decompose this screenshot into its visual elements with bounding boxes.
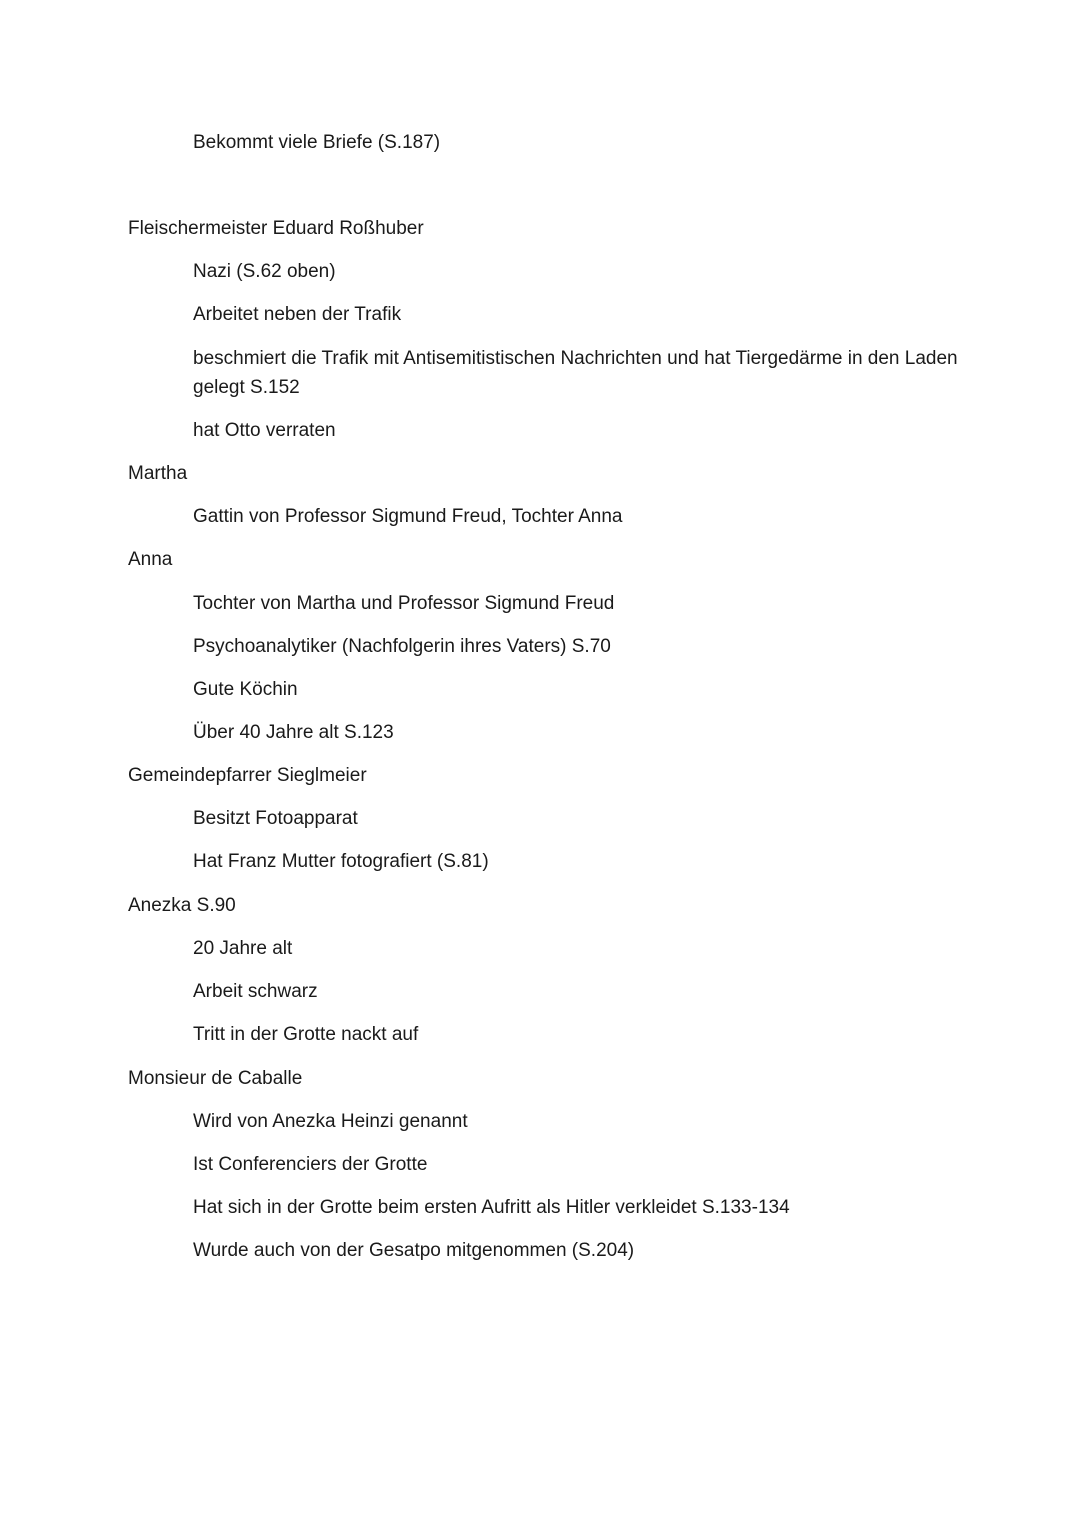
character-detail: beschmiert die Trafik mit Antisemitistischen Nachrichten und hat Tiergedärme in den Laden gelegt S.152 <box>193 348 958 398</box>
character-name-rosshuber: Fleischermeister Eduard Roßhuber <box>128 218 424 239</box>
character-detail: Besitzt Fotoapparat <box>193 808 358 829</box>
character-detail: hat Otto verraten <box>193 420 336 441</box>
character-detail: Gute Köchin <box>193 679 298 700</box>
character-detail: Tochter von Martha und Professor Sigmund Freud <box>193 593 615 614</box>
character-detail: Psychoanalytiker (Nachfolgerin ihres Vaters) S.70 <box>193 636 611 657</box>
character-detail: Ist Conferenciers der Grotte <box>193 1154 428 1175</box>
character-name-sieglmeier: Gemeindepfarrer Sieglmeier <box>128 765 367 786</box>
character-detail: Hat sich in der Grotte beim ersten Aufritt als Hitler verkleidet S.133-134 <box>193 1197 790 1218</box>
character-detail: Hat Franz Mutter fotografiert (S.81) <box>193 851 489 872</box>
character-detail: Wurde auch von der Gesatpo mitgenommen (S.204) <box>193 1240 635 1261</box>
character-name-anna: Anna <box>128 549 173 570</box>
intro-note: Bekommt viele Briefe (S.187) <box>193 132 441 153</box>
character-name-anezka: Anezka S.90 <box>128 895 236 916</box>
character-detail: 20 Jahre alt <box>193 938 293 959</box>
character-detail: Arbeitet neben der Trafik <box>193 304 402 325</box>
character-detail: Wird von Anezka Heinzi genannt <box>193 1111 468 1132</box>
character-detail: Tritt in der Grotte nackt auf <box>193 1024 419 1045</box>
character-detail: Nazi (S.62 oben) <box>193 261 336 282</box>
character-name-martha: Martha <box>128 463 188 484</box>
character-detail: Über 40 Jahre alt S.123 <box>193 722 394 743</box>
character-detail: Gattin von Professor Sigmund Freud, Tochter Anna <box>193 506 623 527</box>
character-detail: Arbeit schwarz <box>193 981 318 1002</box>
character-name-caballe: Monsieur de Caballe <box>128 1068 303 1089</box>
